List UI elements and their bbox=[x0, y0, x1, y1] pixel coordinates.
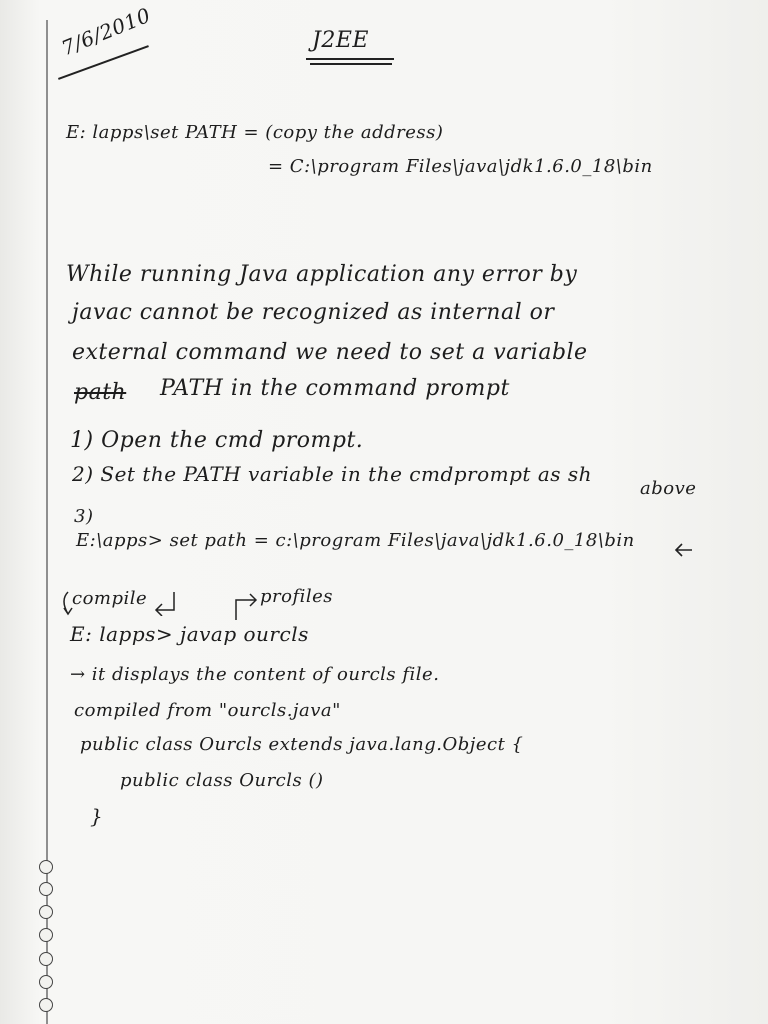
spiral-ring bbox=[39, 952, 53, 966]
up-arrow-icon bbox=[230, 592, 260, 622]
title-underline bbox=[310, 63, 392, 65]
spiral-ring bbox=[39, 998, 53, 1012]
compiled-from-line: compiled from "ourcls.java" bbox=[74, 700, 341, 721]
compile-label: compile bbox=[72, 588, 148, 609]
path-line-2: = C:\program Files\java\jdk1.6.0_18\bin bbox=[268, 156, 653, 177]
spiral-ring bbox=[39, 928, 53, 942]
step-3-number: 3) bbox=[74, 506, 94, 527]
closing-brace: } bbox=[90, 804, 104, 828]
class-declaration: public class Ourcls extends java.lang.Object { bbox=[80, 734, 524, 755]
spiral-ring bbox=[39, 975, 53, 989]
paragraph-line: While running Java application any error by bbox=[66, 262, 578, 287]
note-date: 7/6/2010 bbox=[58, 2, 154, 61]
spiral-ring bbox=[39, 882, 53, 896]
javap-command: E: lapps> javap ourcls bbox=[70, 622, 309, 646]
title-underline bbox=[306, 58, 394, 60]
step-2: 2) Set the PATH variable in the cmdprompt as sh bbox=[72, 462, 593, 486]
page-title: J2EE bbox=[312, 28, 369, 53]
paragraph-line: PATH in the command prompt bbox=[160, 376, 510, 401]
paragraph-line: javac cannot be recognized as internal or bbox=[72, 300, 555, 325]
bent-arrow-icon bbox=[150, 590, 180, 616]
step-1: 1) Open the cmd prompt. bbox=[70, 428, 364, 453]
path-line-1: E: lapps\set PATH = (copy the address) bbox=[66, 122, 444, 143]
javap-description: → it displays the content of ourcls file. bbox=[70, 664, 440, 685]
step-3: E:\apps> set path = c:\program Files\java\jdk1.6.0_18\bin bbox=[76, 530, 635, 551]
spiral-ring bbox=[39, 860, 53, 874]
spiral-ring bbox=[39, 905, 53, 919]
profiles-label: profiles bbox=[260, 586, 334, 607]
step-2-continuation: above bbox=[640, 478, 697, 499]
struck-word: path bbox=[74, 380, 127, 405]
constructor-line: public class Ourcls () bbox=[120, 770, 324, 791]
paragraph-line: external command we need to set a variable bbox=[72, 340, 588, 365]
left-arrow-icon bbox=[672, 540, 696, 560]
